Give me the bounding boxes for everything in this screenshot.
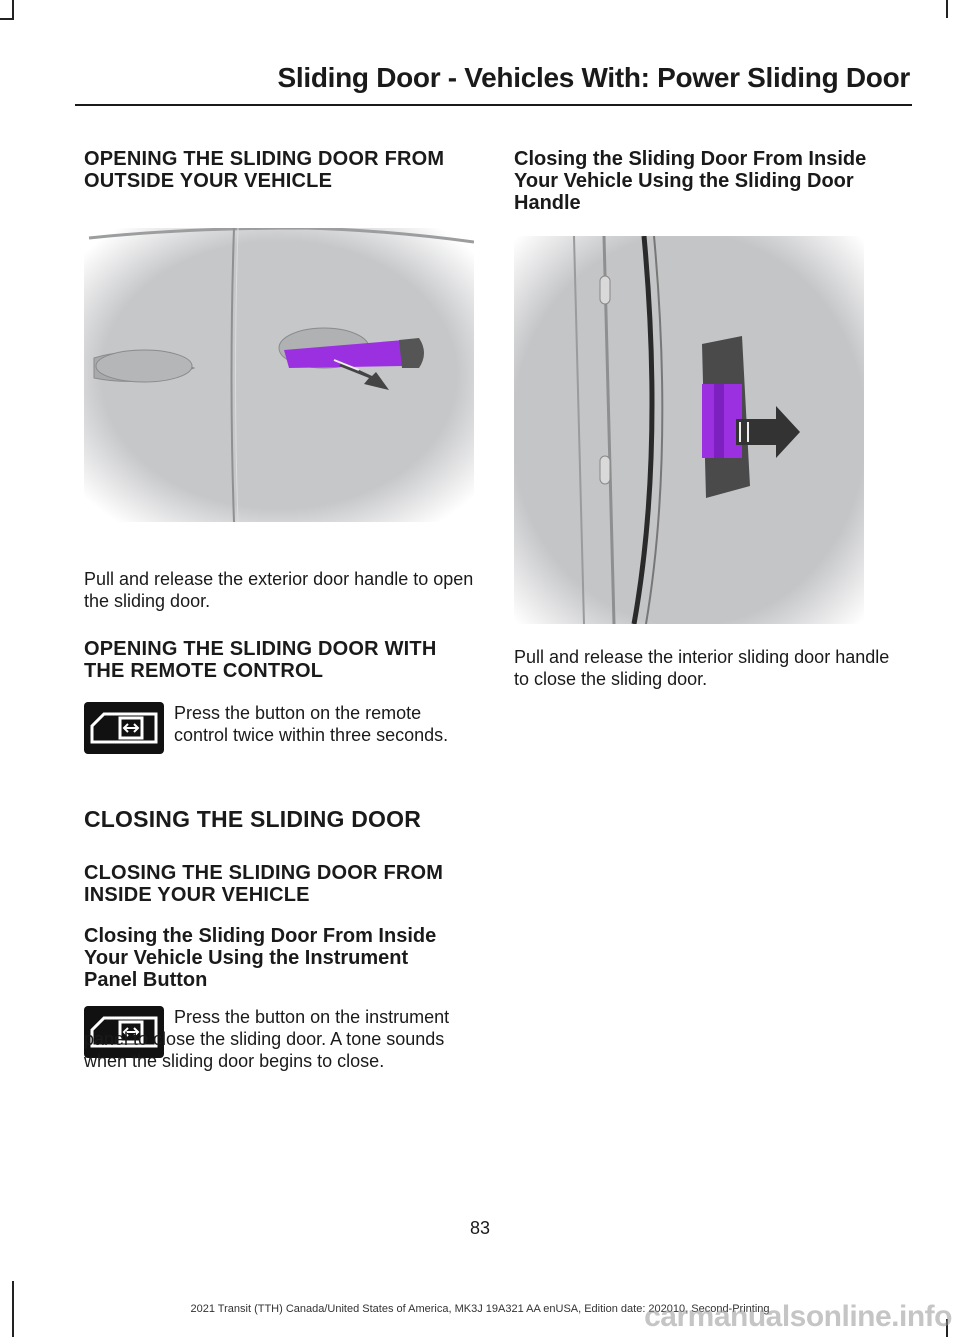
- crop-mark: [946, 0, 948, 18]
- interior-handle-illustration: [514, 236, 864, 624]
- para-open-outside: Pull and release the exterior door handle to open the sliding door.: [84, 569, 474, 611]
- para-open-remote: Press the button on the remote control twice within three seconds.: [174, 703, 449, 745]
- exterior-handle-illustration: [84, 228, 474, 522]
- footer-edition-info: 2021 Transit (TTH) Canada/United States of America, MK3J 19A321 AA enUSA, Edition date: 202010, Second-Printing: [190, 1303, 770, 1315]
- para-close-handle: Pull and release the interior sliding door handle to close the sliding door.: [514, 647, 890, 689]
- heading-close-button: Closing the Sliding Door From Inside Your Vehicle Using the Instrument Panel Button: [84, 925, 437, 991]
- page-number: 83: [469, 1218, 491, 1238]
- heading-close-inside: CLOSING THE SLIDING DOOR FROM INSIDE YOUR VEHICLE: [84, 862, 444, 906]
- exterior-door-handle-figure: [84, 228, 474, 522]
- header-divider: [75, 104, 912, 106]
- page-title: Sliding Door - Vehicles With: Power Sliding Door: [277, 62, 910, 93]
- heading-open-outside: OPENING THE SLIDING DOOR FROM OUTSIDE YOUR VEHICLE: [84, 148, 445, 192]
- interior-door-handle-figure: [514, 236, 864, 624]
- van-door-icon: [84, 702, 164, 754]
- heading-closing: CLOSING THE SLIDING DOOR: [84, 806, 422, 832]
- sliding-door-icon: [84, 702, 164, 754]
- heading-open-remote: OPENING THE SLIDING DOOR WITH THE REMOTE CONTROL: [84, 638, 437, 682]
- crop-mark: [12, 0, 14, 18]
- watermark: carmanualsonline.info: [644, 1300, 952, 1333]
- heading-close-handle: Closing the Sliding Door From Inside Your Vehicle Using the Sliding Door Handle: [514, 148, 867, 214]
- para-close-button: Press the button on the instrument panel to close the sliding door. A tone sounds when the sliding door begins to close.: [84, 1007, 450, 1071]
- crop-mark: [0, 18, 14, 20]
